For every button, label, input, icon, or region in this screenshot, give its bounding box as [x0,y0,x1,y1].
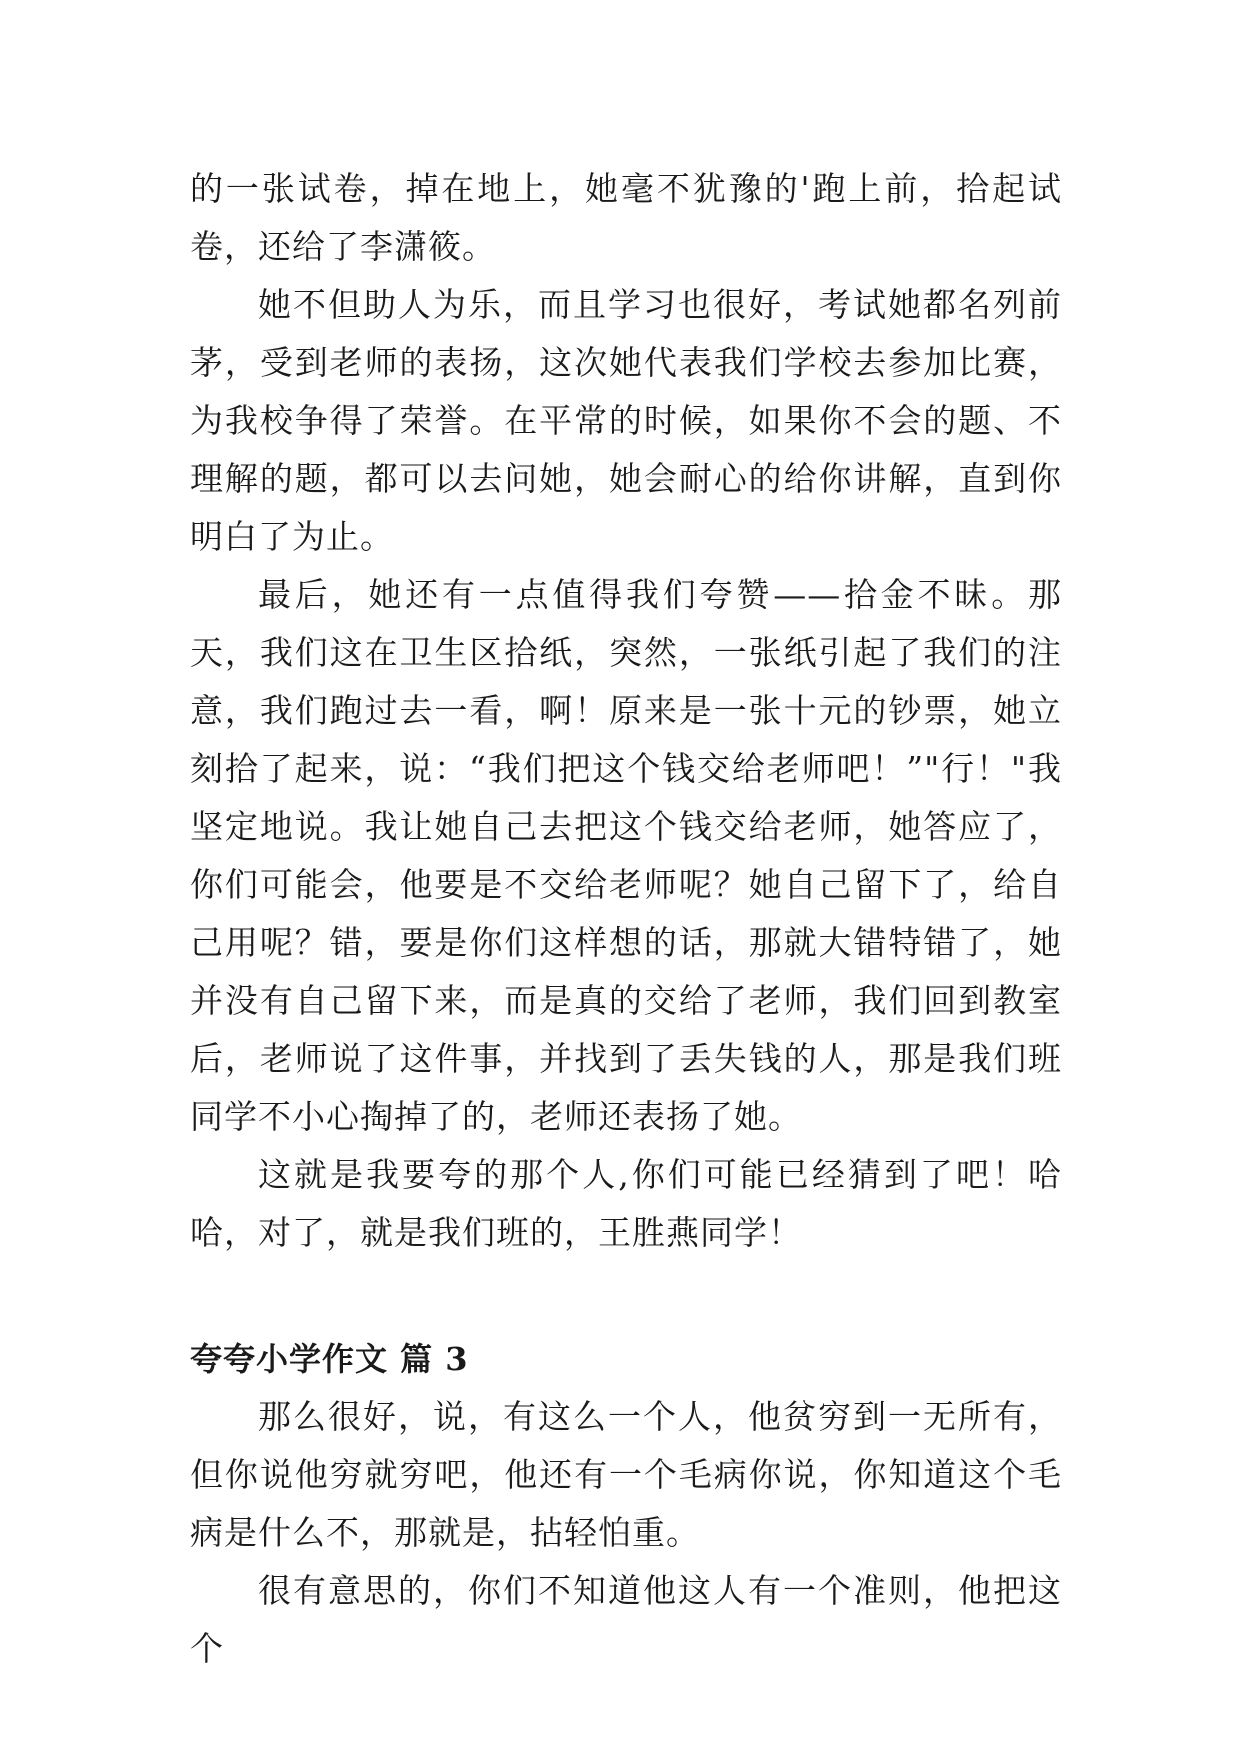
paragraph-conclusion: 这就是我要夸的那个人,你们可能已经猜到了吧！哈哈，对了，就是我们班的，王胜燕同学！ [190,1155,1062,1252]
paragraph-honesty-story: 最后，她还有一点值得我们夸赞——拾金不昧。那天，我们这在卫生区拾纸，突然，一张纸引起了我们的注意，我们跑过去一看，啊！原来是一张十元的钞票，她立刻拾了起来，说：“我们把这个钱交给老师吧！”"行！"我坚定地说。我让她自己去把这个钱交给老师，她答应了，你们可能会，他要是不交给老师呢？她自己留下了，给自己用呢？错，要是你们这样想的话，那就大错特错了，她并没有自己留下来，而是真的交给了老师，我们回到教室后，老师说了这件事，并找到了丢失钱的人，那是我们班同学不小心掏掉了的，老师还表扬了她。 [190,575,1062,1136]
document-body [190,160,1062,1678]
paragraph-helpful-student: 她不但助人为乐，而且学习也很好，考试她都名列前茅，受到老师的表扬，这次她代表我们学校去参加比赛，为我校争得了荣誉。在平常的时候，如果你不会的题、不理解的题，都可以去问她，她会耐心的给你讲解，直到你明白了为止。 [190,285,1062,556]
paragraph-continuation: 的一张试卷，掉在地上，她毫不犹豫的'跑上前，拾起试卷，还给了李潇筱。 [190,169,1062,266]
paragraph-essay3-next: 很有意思的，你们不知道他这人有一个准则，他把这个 [190,1571,1062,1668]
section-title: 夸夸小学作文 篇 3 [190,1340,469,1378]
paragraph-essay3-intro: 那么很好，说，有这么一个人，他贫穷到一无所有，但你说他穷就穷吧，他还有一个毛病你说，你知道这个毛病是什么不，那就是，拈轻怕重。 [190,1397,1062,1552]
